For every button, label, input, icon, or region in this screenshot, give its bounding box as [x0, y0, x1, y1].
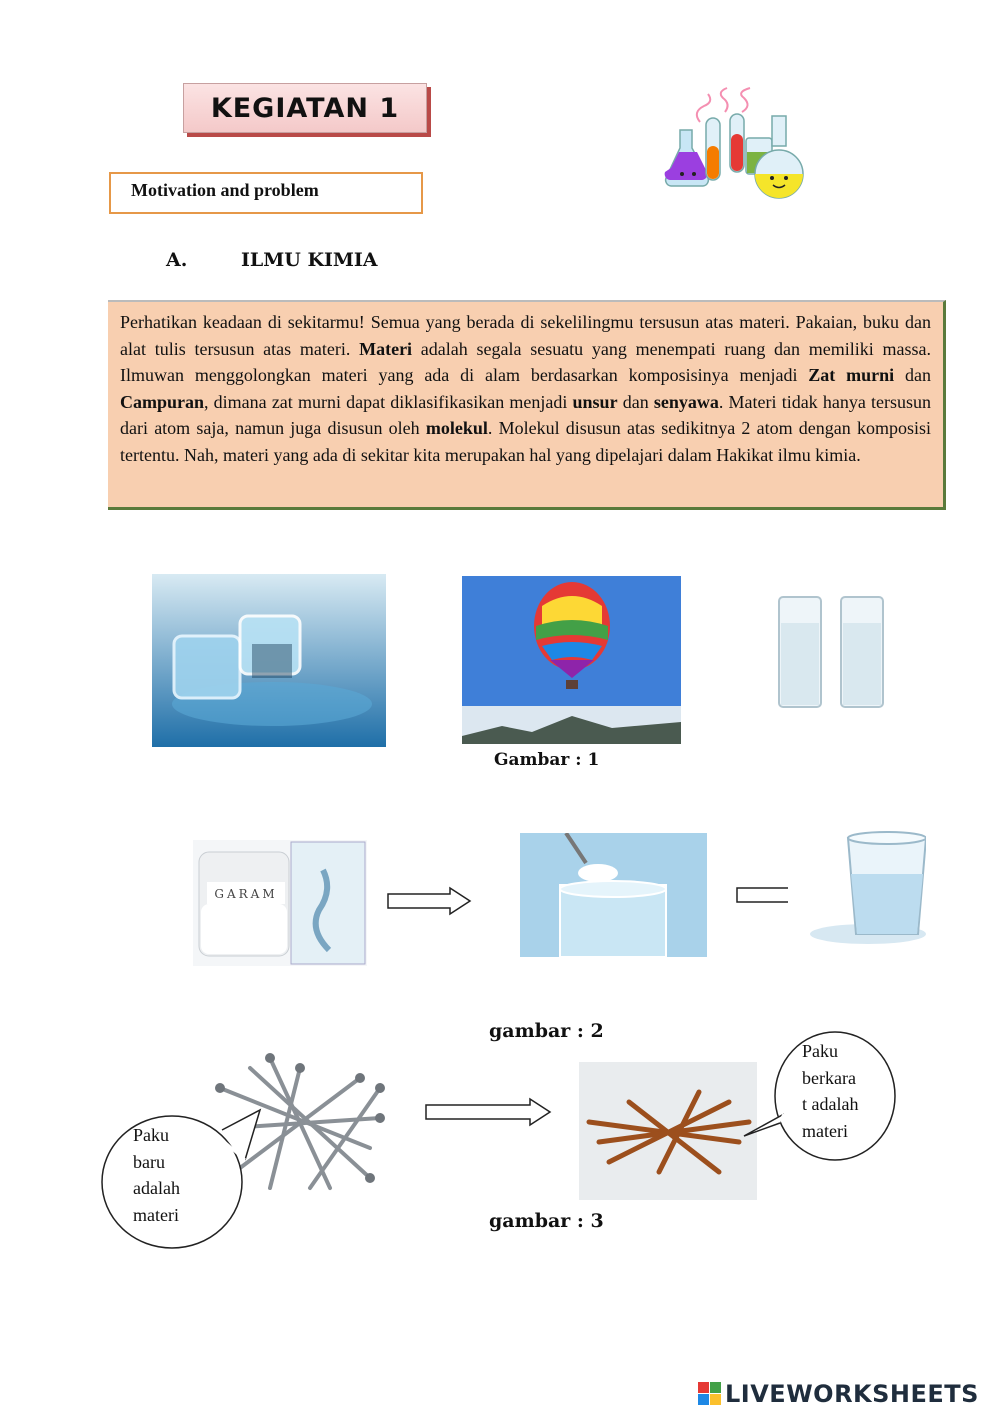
- glass-of-water-image: [788, 830, 926, 946]
- caption-gambar-3: gambar : 3: [489, 1210, 604, 1232]
- ice-cubes-image: [152, 574, 386, 747]
- motivation-label: Motivation and problem: [109, 172, 423, 214]
- section-letter: A.: [166, 249, 188, 271]
- section-title: ILMU KIMIA: [241, 249, 378, 271]
- garam-label: GARAM: [214, 887, 278, 901]
- bubble-right-text: Paku berkara t adalah materi: [802, 1041, 859, 1141]
- speech-bubble-left: [100, 1090, 265, 1252]
- caption-gambar-2: gambar : 2: [489, 1020, 604, 1042]
- liveworksheets-logo: [697, 1380, 979, 1408]
- rusty-nails-image: [579, 1062, 757, 1200]
- caption-gambar-1: Gambar : 1: [494, 750, 600, 770]
- intro-paragraph: Perhatikan keadaan di sekitarmu! Semua yang berada di sekelilingmu tersusun atas materi. Pakaian, buku dan alat tulis tersusun atas materi. Materi adalah segala sesuatu yang menempati ruang dan memiliki massa. Ilmuwan menggolongkan materi yang ada di alam berdasarkan komposisinya menjadi Zat murni dan Campuran, dimana zat murni dapat diklasifikasikan menjadi unsur dan senyawa. Materi tidak hanya tersusun dari atom saja, namun juga disusun oleh molekul. Molekul disusun atas sedikitnya 2 atom dengan komposisi tertentu. Nah, materi yang ada di sekitar kita merupakan hal yang dipelajari dalam Hakikat ilmu kimia.: [108, 300, 946, 510]
- arrow-right-icon: [424, 1097, 554, 1127]
- liveworksheets-brand: LIVEWORKSHEETS: [725, 1380, 979, 1408]
- water-glasses-image: [775, 593, 887, 711]
- salt-and-water-image: [193, 840, 367, 966]
- activity-title: KEGIATAN 1: [183, 83, 427, 133]
- hot-air-balloon-image: [462, 576, 681, 744]
- bubble-left-text: Paku baru adalah materi: [133, 1125, 180, 1225]
- liveworksheets-icon: [697, 1381, 723, 1407]
- arrow-right-icon: [386, 886, 474, 916]
- chemistry-flasks-image: [660, 82, 820, 202]
- sugar-into-water-image: [520, 833, 707, 957]
